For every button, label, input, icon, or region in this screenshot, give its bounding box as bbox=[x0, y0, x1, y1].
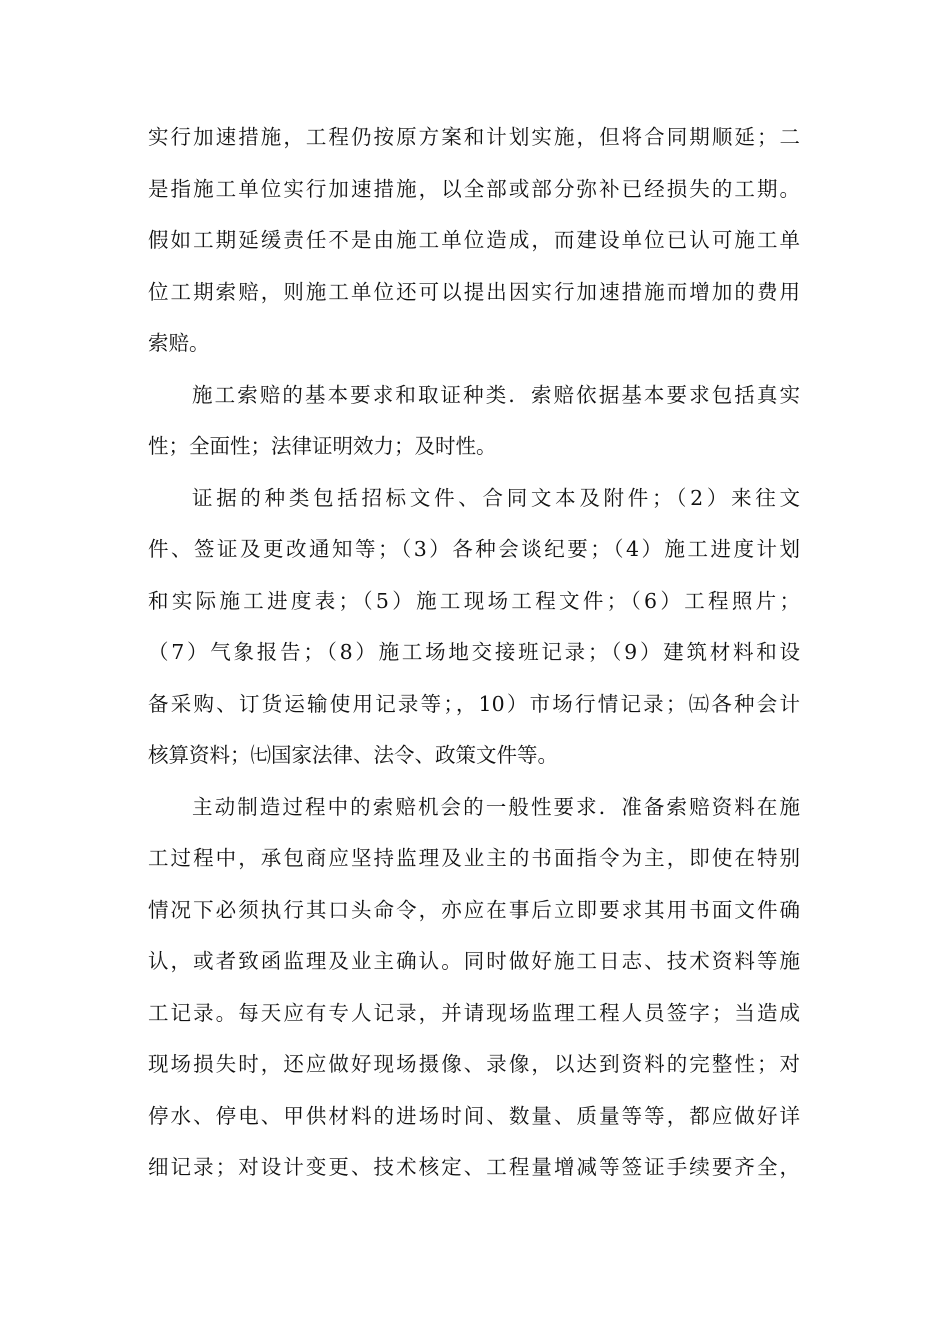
text-line: 核算资料；㈦国家法律、法令、政策文件等。 bbox=[148, 743, 558, 767]
paragraph-first-line: 证据的种类包括招标文件、合同文本及附件；（2）来往文 bbox=[192, 485, 800, 510]
text-line: 和实际施工进度表；（5）施工现场工程文件；（6）工程照片； bbox=[148, 588, 800, 613]
text-line: （7）气象报告；（8）施工场地交接班记录；（9）建筑材料和设 bbox=[148, 640, 800, 664]
text-line: 实行加速措施，工程仍按原方案和计划实施，但将合同期顺延；二 bbox=[148, 125, 800, 149]
text-line: 位工期索赔，则施工单位还可以提出因实行加速措施而增加的费用 bbox=[148, 279, 800, 304]
text-line: 备采购、订货运输使用记录等；，10）市场行情记录；㈤各种会计 bbox=[148, 691, 800, 716]
text-line: 细记录；对设计变更、技术核定、工程量增减等签证手续要齐全， bbox=[148, 1155, 800, 1179]
text-line: 工记录。每天应有专人记录，并请现场监理工程人员签字；当造成 bbox=[148, 1000, 800, 1025]
text-line: 停水、停电、甲供材料的进场时间、数量、质量等等，都应做好详 bbox=[148, 1103, 800, 1128]
text-line: 索赔。 bbox=[148, 331, 210, 355]
text-line: 假如工期延缓责任不是由施工单位造成，而建设单位已认可施工单 bbox=[148, 228, 800, 252]
text-line: 性；全面性；法律证明效力；及时性。 bbox=[148, 434, 497, 458]
body-text bbox=[148, 112, 800, 1194]
text-line: 是指施工单位实行加速措施，以全部或部分弥补已经损失的工期。 bbox=[148, 176, 800, 201]
paragraph-first-line: 主动制造过程中的索赔机会的一般性要求．准备索赔资料在施 bbox=[192, 794, 800, 819]
paragraph-first-line: 施工索赔的基本要求和取证种类．索赔依据基本要求包括真实 bbox=[192, 382, 800, 407]
text-line: 现场损失时，还应做好现场摄像、录像，以达到资料的完整性；对 bbox=[148, 1052, 800, 1076]
text-line: 情况下必须执行其口头命令，亦应在事后立即要求其用书面文件确 bbox=[148, 897, 800, 922]
text-line: 件、签证及更改通知等；（3）各种会谈纪要；（4）施工进度计划 bbox=[148, 537, 800, 561]
text-line: 工过程中，承包商应坚持监理及业主的书面指令为主，即使在特别 bbox=[148, 846, 800, 870]
text-line: 认，或者致函监理及业主确认。同时做好施工日志、技术资料等施 bbox=[148, 949, 800, 973]
